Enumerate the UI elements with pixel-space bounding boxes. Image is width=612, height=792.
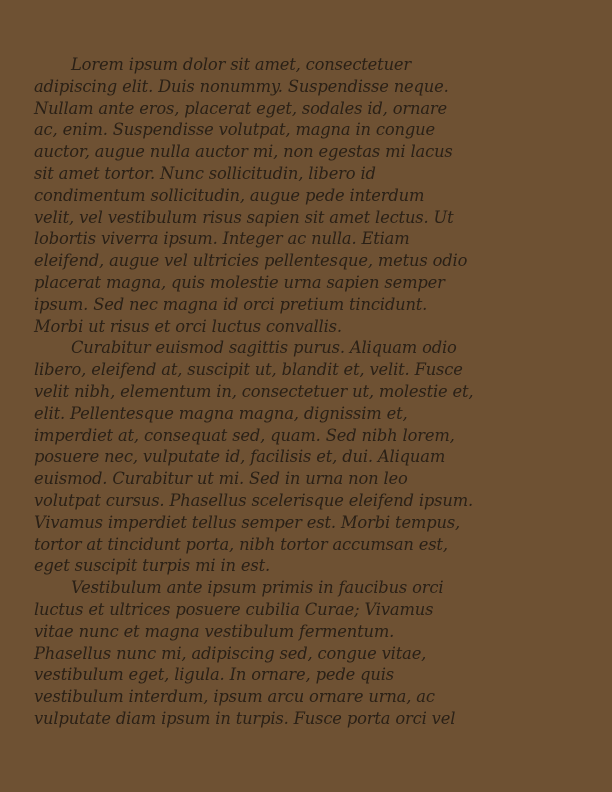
paragraph-2-line-9: Vivamus imperdiet tellus semper est. Morbi tempus, (34, 512, 461, 532)
paragraph-2-line-10: tortor at tincidunt porta, nibh tortor accumsan est, (34, 534, 448, 554)
paragraph-3-line-4: Phasellus nunc mi, adipiscing sed, congue vitae, (34, 643, 427, 663)
paragraph-3-line-1: Vestibulum ante ipsum primis in faucibus orci (71, 578, 444, 598)
paragraph-1-line-6: sit amet tortor. Nunc sollicitudin, libero id (34, 163, 376, 183)
paragraph-2-line-11: eget suscipit turpis mi in est. (34, 556, 270, 576)
paragraph-1-line-8: velit, vel vestibulum risus sapien sit amet lectus. Ut (34, 207, 454, 227)
paragraph-3-line-5: vestibulum eget, ligula. In ornare, pede quis (34, 665, 394, 685)
paragraph-1-line-7: condimentum sollicitudin, augue pede interdum (34, 185, 425, 205)
paragraph-1-line-3: Nullam ante eros, placerat eget, sodales id, ornare (34, 98, 448, 118)
paragraph-1-line-9: lobortis viverra ipsum. Integer ac nulla. Etiam (34, 229, 410, 249)
paragraph-1-line-5: auctor, augue nulla auctor mi, non egestas mi lacus (34, 142, 453, 162)
paragraph-2-line-6: posuere nec, vulputate id, facilisis et, dui. Aliquam (34, 447, 446, 467)
paragraph-1-line-4: ac, enim. Suspendisse volutpat, magna in congue (34, 120, 435, 140)
paragraph-2-line-4: elit. Pellentesque magna magna, dignissim et, (34, 403, 408, 423)
paragraph-3-line-2: luctus et ultrices posuere cubilia Curae; Vivamus (34, 599, 434, 619)
paragraph-3-line-7: vulputate diam ipsum in turpis. Fusce porta orci vel (34, 708, 456, 728)
body-text (34, 54, 582, 730)
paragraph-2-line-5: imperdiet at, consequat sed, quam. Sed nibh lorem, (34, 425, 455, 445)
paragraph-1-line-10: eleifend, augue vel ultricies pellentesque, metus odio (34, 251, 468, 271)
paragraph-1-line-2: adipiscing elit. Duis nonummy. Suspendisse neque. (34, 76, 449, 96)
paragraph-2-line-7: euismod. Curabitur ut mi. Sed in urna non leo (34, 469, 408, 489)
paragraph-2-line-3: velit nibh, elementum in, consectetuer ut, molestie et, (34, 381, 474, 401)
paragraph-1-line-12: ipsum. Sed nec magna id orci pretium tincidunt. (34, 294, 428, 314)
paragraph-2-line-1: Curabitur euismod sagittis purus. Aliquam odio (71, 338, 457, 358)
paragraph-2-line-8: volutpat cursus. Phasellus scelerisque eleifend ipsum. (34, 490, 474, 510)
paragraph-1-line-13: Morbi ut risus et orci luctus convallis. (34, 316, 342, 336)
paragraph-1-line-1: Lorem ipsum dolor sit amet, consectetuer (71, 55, 412, 74)
paragraph-1-line-11: placerat magna, quis molestie urna sapien semper (34, 272, 445, 292)
paragraph-3-line-6: vestibulum interdum, ipsum arcu ornare urna, ac (34, 687, 435, 707)
paragraph-2-line-2: libero, eleifend at, suscipit ut, blandit et, velit. Fusce (34, 360, 463, 380)
paragraph-3-line-3: vitae nunc et magna vestibulum fermentum. (34, 621, 395, 641)
